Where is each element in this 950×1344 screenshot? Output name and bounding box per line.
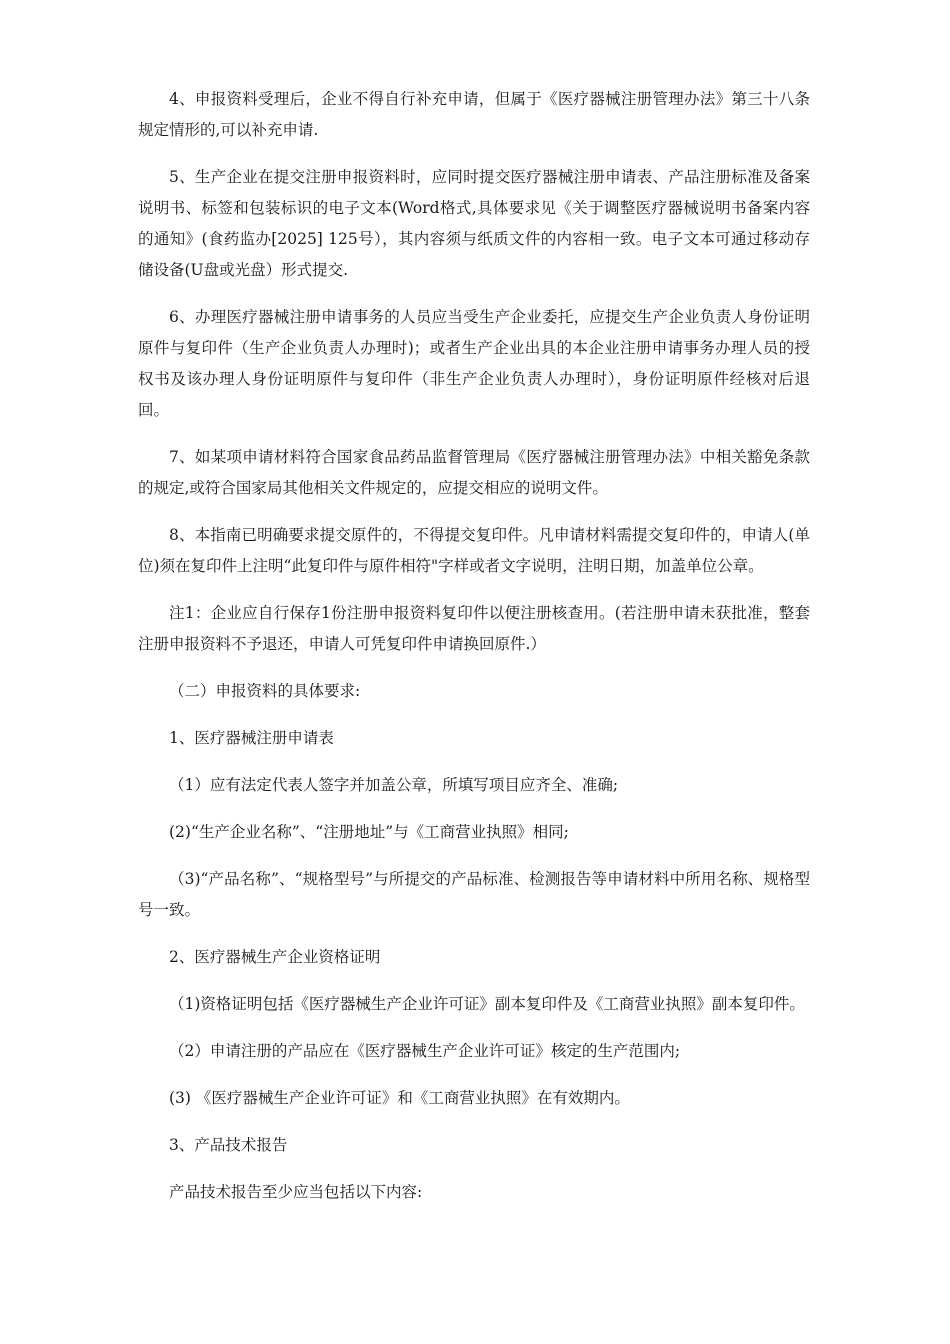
paragraph-item-6: 6、办理医疗器械注册申请事务的人员应当受生产企业委托，应提交生产企业负责人身份证明原件与复印件（生产企业负责人办理时)；或者生产企业出具的本企业注册申请事务办理人员的授权书及该办理人身份证明原件与复印件（非生产企业负责人办理时），身份证明原件经核对后退回。 [138,308,810,419]
paragraph-item-7: 7、如某项申请材料符合国家食品药品监督管理局《医疗器械注册管理办法》中相关豁免条款的规定,或符合国家局其他相关文件规定的，应提交相应的说明文件。 [138,448,810,497]
qualification-item-3: (3) 《医疗器械生产企业许可证》和《工商营业执照》在有效期内。 [169,1089,630,1107]
paragraph-item-5: 5、生产企业在提交注册申报资料时，应同时提交医疗器械注册申请表、产品注册标准及备案说明书、标签和包装标识的电子文本(Word格式,具体要求见《关于调整医疗器械说明书备案内容的通知》(食药监办[2025] 125号），其内容须与纸质文件的内容相一致。电子文本可通过移动存储设备(U盘或光盘）形式提交. [138,168,810,279]
document-body [138,84,810,1208]
note-1: 注1：企业应自行保存1份注册申报资料复印件以便注册核查用。(若注册申请未获批准，整套注册申报资料不予退还，申请人可凭复印件申请换回原件.） [138,604,810,653]
paragraph-item-4: 4、申报资料受理后，企业不得自行补充申请，但属于《医疗器械注册管理办法》第三十八条规定情形的,可以补充申请. [138,90,810,139]
qualification-item-1: （1)资格证明包括《医疗器械生产企业许可证》副本复印件及《工商营业执照》副本复印件。 [169,995,805,1013]
subsection-heading-qualification: 2、医疗器械生产企业资格证明 [169,948,381,966]
qualification-item-2: （2）申请注册的产品应在《医疗器械生产企业许可证》核定的生产范围内; [169,1042,681,1060]
section-heading-requirements: （二）申报资料的具体要求: [169,682,361,700]
subsection-heading-technical-report: 3、产品技术报告 [169,1136,288,1154]
paragraph-item-8: 8、本指南已明确要求提交原件的，不得提交复印件。凡申请材料需提交复印件的，申请人(单位)须在复印件上注明“此复印件与原件相符"字样或者文字说明，注明日期，加盖单位公章。 [138,526,810,575]
application-form-item-3: （3)“产品名称”、“规格型号”与所提交的产品标准、检测报告等申请材料中所用名称、规格型号一致。 [138,870,810,919]
subsection-heading-application-form: 1、医疗器械注册申请表 [169,729,334,747]
application-form-item-1: （1）应有法定代表人签字并加盖公章，所填写项目应齐全、准确; [169,776,619,794]
application-form-item-2: (2)“生产企业名称”、“注册地址”与《工商营业执照》相同; [169,823,569,841]
technical-report-intro: 产品技术报告至少应当包括以下内容: [169,1183,423,1201]
